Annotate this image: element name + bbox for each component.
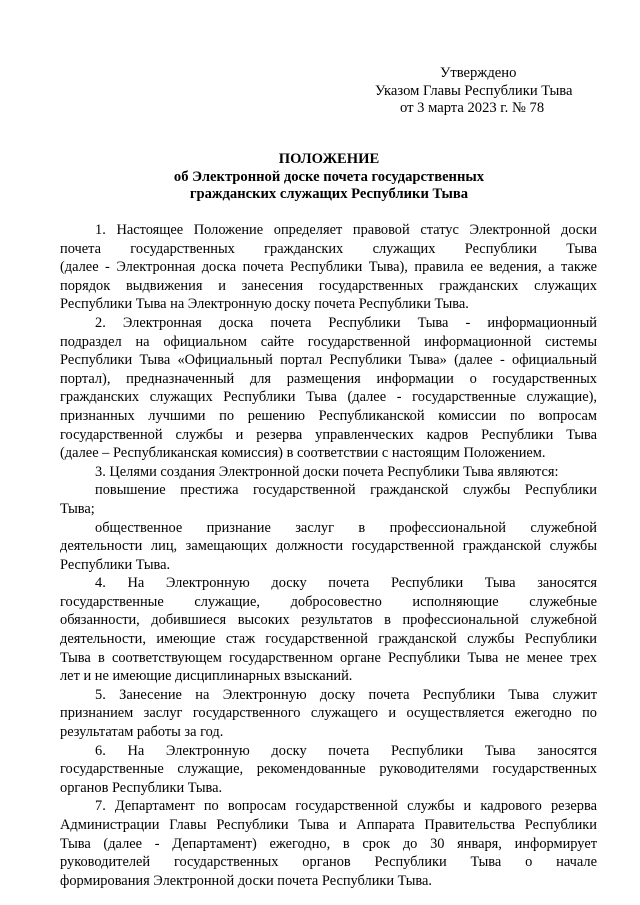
paragraph-line: лет и не имеющие дисциплинарных взысканий. <box>60 668 353 685</box>
paragraph-line: формирования Электронной доски почета Республики Тыва. <box>60 872 433 889</box>
paragraph-line: общественное признание заслуг в профессиональной служебной <box>95 519 597 536</box>
paragraph-line: государственной службы и резерва управленческих кадров Республики Тыва <box>60 426 597 443</box>
paragraph-line: государственные служащие, рекомендованные руководителями государственных <box>60 761 597 778</box>
paragraph-line: подраздел на официальном сайте государственной информационной системы <box>60 333 597 350</box>
approval-line-3: от 3 марта 2023 г. № 78 <box>400 100 545 116</box>
paragraph-line: 3. Целями создания Электронной доски почета Республики Тыва являются: <box>95 463 559 480</box>
paragraph-line: гражданских служащих Республики Тыва (далее - государственные служащие), <box>60 389 597 406</box>
paragraph-line: Республики Тыва. <box>60 556 171 573</box>
paragraph-line: 2. Электронная доска почета Республики Тыва - информационный <box>95 314 597 331</box>
paragraph <box>60 574 597 686</box>
paragraph <box>60 314 597 463</box>
paragraph-line: Администрации Главы Республики Тыва и Аппарата Правительства Республики <box>60 817 597 833</box>
paragraph-line: Тыва (далее - Департамент) ежегодно, в срок до 30 января, информирует <box>60 835 597 852</box>
paragraph <box>60 221 597 314</box>
approval-line-1: Утверждено <box>440 65 517 81</box>
document-title <box>60 151 598 204</box>
paragraph-line: портал), предназначенный для размещения информации о государственных <box>60 370 597 387</box>
paragraph-line: признанных лучшими по решению Республиканской комиссии по вопросам <box>60 407 597 424</box>
paragraph-line: Республики Тыва «Официальный портал Республики Тыва» (далее - официальный <box>60 352 597 369</box>
title-line-1: ПОЛОЖЕНИЕ <box>278 151 380 167</box>
paragraph-line: признанием заслуг государственного служащего и осуществляется ежегодно по <box>60 705 597 722</box>
paragraph-line: Тыва в соответствующем государственном органе Республики Тыва не менее трех <box>60 649 597 666</box>
paragraph-line: (далее – Республиканская комиссия) в соответствии с настоящим Положением. <box>60 445 546 462</box>
paragraph-line: 5. Занесение на Электронную доску почета Республики Тыва служит <box>95 686 597 703</box>
paragraph-line: 4. На Электронную доску почета Республики Тыва заносятся <box>95 575 597 592</box>
paragraph-line: почета государственных гражданских служащих Республики Тыва <box>60 240 597 257</box>
paragraph-line: деятельности лиц, замещающих должности государственной гражданской службы <box>60 538 597 555</box>
paragraph-line: 1. Настоящее Положение определяет правовой статус Электронной доски <box>95 222 597 238</box>
approval-line-2: Указом Главы Республики Тыва <box>375 82 573 99</box>
paragraph <box>60 742 597 798</box>
document-body <box>60 221 597 890</box>
paragraph-line: Тыва; <box>60 500 95 517</box>
title-line-2: об Электронной доске почета государственных <box>173 168 485 185</box>
paragraph-line: (далее - Электронная доска почета Республики Тыва), правила ее ведения, а также <box>60 259 597 276</box>
paragraph <box>60 797 597 890</box>
paragraph-line: повышение престижа государственной гражданской службы Республики <box>95 482 597 499</box>
paragraph-line: государственные служащие, добросовестно исполняющие служебные <box>60 593 597 610</box>
paragraph-line: руководителей государственных органов Республики Тыва о начале <box>60 854 597 871</box>
title-line-3: гражданских служащих Республики Тыва <box>189 186 469 202</box>
paragraph <box>60 686 597 742</box>
paragraph-line: порядок выдвижения и занесения государственных гражданских служащих <box>60 277 597 294</box>
paragraph <box>60 481 597 518</box>
paragraph <box>60 519 597 575</box>
paragraph-line: 7. Департамент по вопросам государственной службы и кадрового резерва <box>95 798 597 815</box>
paragraph-line: результатам работы за год. <box>60 724 224 741</box>
paragraph-line: 6. На Электронную доску почета Республики Тыва заносятся <box>95 742 597 759</box>
paragraph <box>60 463 597 482</box>
paragraph-line: деятельности, имеющие стаж государственной гражданской службы Республики <box>60 631 597 648</box>
paragraph-line: органов Республики Тыва. <box>60 779 223 796</box>
approval-stamp <box>375 65 605 118</box>
paragraph-line: Республики Тыва на Электронную доску почета Республики Тыва. <box>60 296 469 313</box>
paragraph-line: обязанности, добившиеся высоких результатов в профессиональной служебной <box>60 612 597 629</box>
